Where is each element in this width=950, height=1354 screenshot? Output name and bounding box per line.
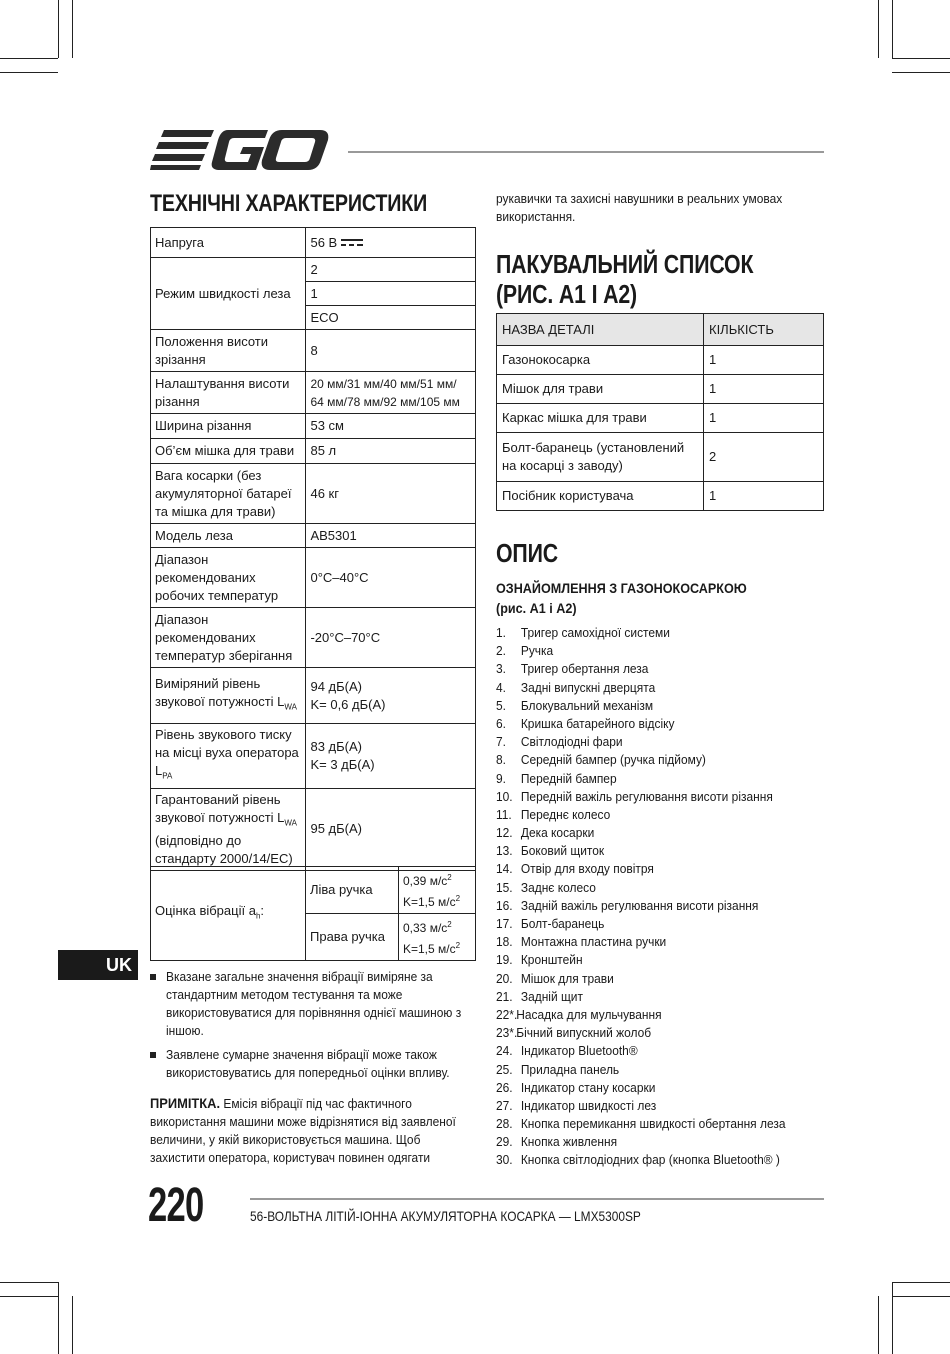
list-item-label: Світлодіодні фари [520,734,623,750]
spec-label: Гарантований рівень звукової потужності $L_{WA}$ (відповідно до стандарту 2000/14/EC) [151,788,306,871]
list-item-label: Мішок для трави [520,970,614,986]
table-row: Посібник користувача 1 [497,482,824,511]
list-item-label: Кнопка світлодіодних фар (кнопка Bluetooth® ) [520,1152,780,1168]
table-row [151,867,476,914]
list-item-number: 12. [496,825,513,841]
list-item-number: 7. [496,734,506,750]
list-item-label: Кнопка живлення [520,1134,618,1150]
list-item-label: Передній бампер [520,770,617,786]
list-item-label: Бічний випускний жолоб [516,1025,652,1041]
crop-mark [72,0,73,58]
list-item-number: 20. [496,970,513,986]
list-item-number: 16. [496,897,513,913]
list-item-number: 29. [496,1134,513,1150]
list-item [496,660,800,678]
list-item-label: Індикатор стану косарки [520,1079,656,1095]
list-item-label: Блокувальний механізм [520,697,654,713]
spec-label: Положення висоти зрізання [151,330,306,372]
spec-value: 8 [306,330,476,372]
table-row [151,464,476,524]
list-item-number: 21. [496,988,513,1004]
crop-mark [72,1296,73,1354]
spec-value: 1 [306,282,476,306]
bullet-item: Заявлене сумарне значення вібрації може також використовуватись для попередньої оцінки впливу. [150,1046,475,1082]
list-item [496,1061,800,1079]
crop-mark [0,1296,58,1297]
table-row [151,724,476,789]
bullet-square-icon [150,974,156,980]
table-row: Болт-баранець (установлений на косарці з заводу) 2 [497,433,824,482]
list-item-label: Кронштейн [520,952,583,968]
spec-value: 2 [306,258,476,282]
list-item [496,933,800,951]
list-item [496,842,800,860]
spec-value: 53 см [306,414,476,439]
table-row [151,258,476,282]
list-item-number: 26. [496,1079,513,1095]
spec-label: Ширина різання [151,414,306,439]
list-item-number: 14. [496,861,513,877]
list-item-number: 28. [496,1116,513,1132]
bullet-square-icon [150,1052,156,1058]
spec-label: Модель леза [151,524,306,548]
spec-label: Діапазон рекомендованих температур зберігання [151,608,306,668]
list-item-number: 27. [496,1097,513,1113]
list-item [496,697,800,715]
list-item [496,1024,800,1042]
ego-logo [150,128,330,172]
table-row [151,548,476,608]
list-item-number: 2. [496,643,506,659]
list-item-number: 1. [496,625,506,640]
list-item [496,751,800,769]
list-item-label: Болт-баранець [520,916,605,931]
crop-mark [58,0,59,58]
vib-left-label: Ліва ручка [306,867,399,914]
list-item-number: 25. [496,1061,513,1077]
list-item-number: 10. [496,788,513,804]
spec-value: 85 л [306,439,476,464]
list-item-number: 11. [496,806,512,822]
crop-mark [0,58,58,59]
list-item [496,824,800,842]
list-item-number: 15. [496,879,513,895]
intro-continuation: рукавички та захисні навушники в реальних умовах використання. [496,191,783,224]
list-item-label: Монтажна пластина ручки [520,934,667,950]
list-item [496,624,800,642]
dc-symbol-icon [341,239,363,247]
list-item [496,897,800,915]
spec-value: 94 дБ(A) K= 0,6 дБ(A) [306,668,476,724]
note-paragraph: ПРИМІТКА. Емісія вібрації під час фактичного використання машини може відрізнятися від заявленої величини, у якій використовується машина. Щоб захистити оператора, користувач повинен одягати [150,1095,456,1165]
crop-mark [892,0,893,58]
vib-left-value: 0,39 $м/с^2$ K=1,5 $м/с^2$ [399,867,476,914]
crop-mark [892,1282,893,1354]
table-row [151,228,476,258]
description-title: ОПИС [496,538,558,568]
description-subtitle: ОЗНАЙОМЛЕННЯ З ГАЗОНОКОСАРКОЮ [496,580,747,596]
list-item-number: 9. [496,770,506,786]
list-item [496,1079,800,1097]
list-item-number: 23*. [496,1025,518,1041]
table-row [151,330,476,372]
parts-list [496,624,826,1170]
list-item [496,788,800,806]
list-item-label: Переднє колесо [520,806,611,822]
list-item-label: Тригер обертання леза [520,661,649,677]
vib-right-value: 0,33 $м/с^2$ K=1,5 $м/с^2$ [399,914,476,961]
spec-value: 46 кг [306,464,476,524]
packing-subtitle: (РИС. A1 І A2) [496,279,637,309]
spec-value: 83 дБ(A) K= 3 дБ(A) [306,724,476,789]
list-item [496,879,800,897]
list-item-label: Приладна панель [520,1061,620,1077]
note-label: ПРИМІТКА. [150,1095,221,1111]
list-item [496,988,800,1006]
spec-label: Виміряний рівень звукової потужності $L_{WA}$ [151,668,306,724]
list-item-label: Насадка для мульчування [516,1006,662,1022]
list-item [496,642,800,660]
list-item-label: Тригер самохідної системи [520,625,670,640]
spec-label: Вага косарки (без акумуляторної батареї та мішка для трави) [151,464,306,524]
crop-mark [892,1282,950,1283]
list-item-number: 4. [496,679,506,695]
list-item-label: Передній важіль регулювання висоти різання [520,788,773,804]
spec-value [306,228,476,258]
crop-mark [892,1296,950,1297]
table-row [151,608,476,668]
spec-label: Діапазон рекомендованих робочих температур [151,548,306,608]
list-item [496,951,800,969]
list-item-label: Заднє колесо [520,879,596,895]
list-item [496,806,800,824]
crop-mark [878,0,879,58]
voltage-value: 56 В [310,234,338,250]
crop-mark [892,72,950,73]
list-item [496,1097,800,1115]
list-item-number: 22*. [496,1006,518,1022]
list-item [496,860,800,878]
vibration-table [150,866,476,961]
list-item [496,1115,800,1133]
spec-label: Рівень звукового тиску на місці вуха оператора $L_{PA}$ [151,724,306,789]
crop-mark [878,1296,879,1354]
list-item-number: 13. [496,843,513,859]
packing-title: ПАКУВАЛЬНИЙ СПИСОК [496,249,754,279]
page-number: 220 [148,1179,204,1232]
crop-mark [892,58,950,59]
packing-table [496,313,824,511]
table-row [151,414,476,439]
list-item-number: 24. [496,1043,513,1059]
list-item [496,770,800,788]
list-item-label: Задній важіль регулювання висоти різання [520,897,759,913]
bullet-item: Вказане загальне значення вібрації виміряне за стандартним методом тестування та може використовуватися для порівняння однієї машиною з іншою. [150,968,475,1040]
list-item-number: 8. [496,752,506,768]
list-item-number: 17. [496,916,513,931]
footer-title: 56-ВОЛЬТНА ЛІТІЙ-ІОННА АКУМУЛЯТОРНА КОСАРКА — LMX5300SP [250,1208,641,1224]
language-tab: UK [58,950,138,980]
table-row [151,524,476,548]
spec-label: Налаштування висоти різання [151,372,306,414]
table-row [151,439,476,464]
crop-mark [0,72,58,73]
list-item-label: Дека косарки [520,825,595,841]
list-item [496,733,800,751]
spec-value: 0°C–40°C [306,548,476,608]
footer-rule [250,1198,824,1200]
list-item-number: 6. [496,715,506,731]
list-item-label: Отвір для входу повітря [520,861,654,877]
spec-value: -20°C–70°C [306,608,476,668]
list-item [496,1133,800,1151]
list-item-label: Боковий щиток [520,843,605,859]
list-item [496,1151,800,1169]
list-item-label: Задні випускні дверцята [520,679,656,695]
list-item-label: Задній щит [520,988,583,1004]
spec-table [150,227,476,871]
spec-label: Оцінка вібрації $a_h$: [151,867,306,961]
list-item-label: Середній бампер (ручка підйому) [520,752,706,768]
list-item-label: Ручка [520,643,554,659]
spec-title: ТЕХНІЧНІ ХАРАКТЕРИСТИКИ [150,190,428,217]
spec-value: AB5301 [306,524,476,548]
list-item-label: Індикатор Bluetooth® [520,1043,638,1059]
list-item-number: 19. [496,952,513,968]
spec-label: Режим швидкості леза [151,258,306,330]
list-item-label: Індикатор швидкості лез [520,1097,657,1113]
table-header [497,314,824,346]
list-item [496,715,800,733]
list-item [496,915,800,933]
header-rule [348,151,824,153]
list-item-number: 3. [496,661,506,677]
crop-mark [0,1282,58,1283]
spec-label: Напруга [151,228,306,258]
list-item [496,1042,800,1060]
list-item-label: Кришка батарейного відсіку [520,715,675,731]
table-row [151,372,476,414]
crop-mark [58,1282,59,1354]
list-item [496,970,800,988]
list-item-number: 5. [496,697,506,713]
table-row [151,668,476,724]
list-item [496,679,800,697]
list-item [496,1006,800,1024]
table-row: Мішок для трави 1 [497,375,824,404]
spec-label: Об’єм мішка для трави [151,439,306,464]
table-row [151,788,476,871]
list-item-label: Кнопка перемикання швидкості обертання леза [520,1116,786,1132]
vib-right-label: Права ручка [306,914,399,961]
header-name: НАЗВА ДЕТАЛІ [497,314,704,346]
table-row: Каркас мішка для трави 1 [497,404,824,433]
spec-value: 95 дБ(A) [306,788,476,871]
list-item-number: 18. [496,934,513,950]
description-figure-ref: (рис. A1 і A2) [496,600,577,616]
spec-value: 20 мм/31 мм/40 мм/51 мм/ 64 мм/78 мм/92 мм/105 мм [306,372,476,414]
spec-value: ECO [306,306,476,330]
table-row: Газонокосарка 1 [497,346,824,375]
list-item-number: 30. [496,1152,513,1168]
header-qty: КІЛЬКІСТЬ [704,314,824,346]
